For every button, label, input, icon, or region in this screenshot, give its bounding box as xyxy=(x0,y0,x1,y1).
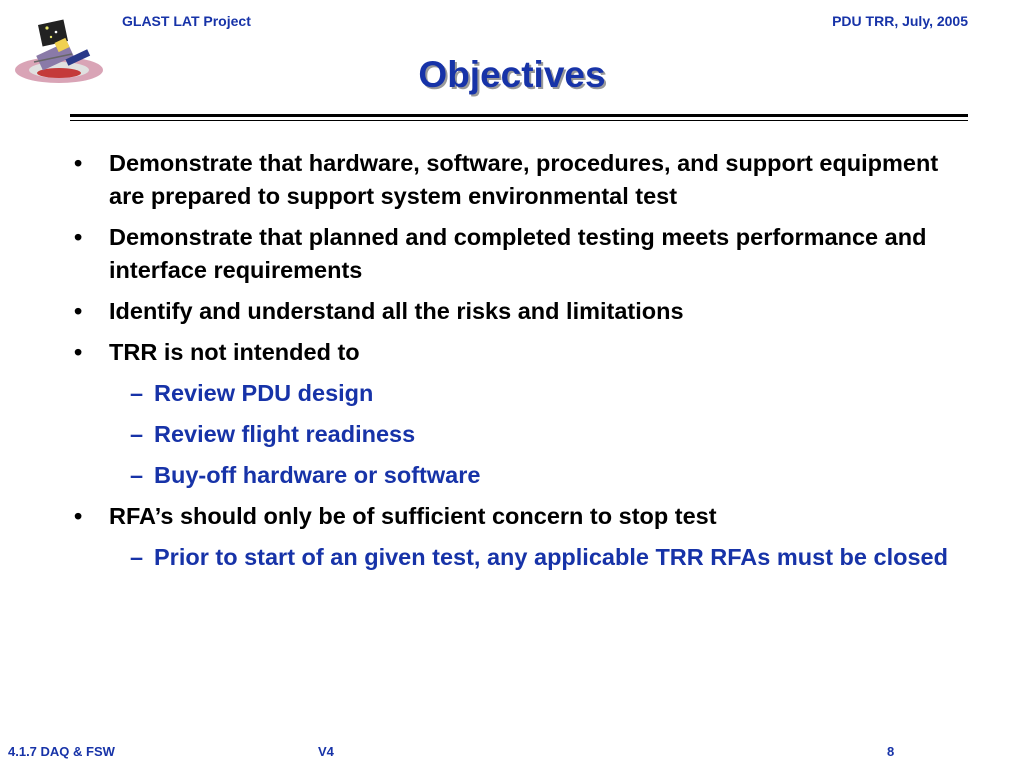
bullet-item xyxy=(74,500,974,533)
slide-title: Objectives xyxy=(418,54,606,95)
title-divider-thin xyxy=(70,120,968,121)
bullet-item xyxy=(74,295,974,328)
sub-bullet-marker: – xyxy=(130,380,144,406)
bullet-item xyxy=(74,147,974,213)
bullet-marker: • xyxy=(74,298,83,324)
sub-bullet-text: Review flight readiness xyxy=(154,421,416,447)
bullet-text: Identify and understand all the risks and limitations xyxy=(109,298,684,324)
meeting-info: PDU TRR, July, 2005 xyxy=(832,13,968,29)
sub-bullet-item xyxy=(74,459,974,492)
bullet-text: Demonstrate that planned and completed testing meets performance and interface requirements xyxy=(109,224,927,283)
page-number: 8 xyxy=(887,744,895,759)
sub-bullet-item xyxy=(74,541,974,574)
bullet-marker: • xyxy=(74,224,83,250)
sub-bullet-marker: – xyxy=(130,421,144,447)
bullet-marker: • xyxy=(74,150,83,176)
bullet-marker: • xyxy=(74,503,83,529)
sub-bullet-text: Prior to start of an given test, any applicable TRR RFAs must be closed xyxy=(154,544,948,570)
bullet-text: RFA’s should only be of sufficient concern to stop test xyxy=(109,503,717,529)
bullet-text: TRR is not intended to xyxy=(109,339,360,365)
sub-bullet-marker: – xyxy=(130,544,144,570)
sub-bullet-marker: – xyxy=(130,462,144,488)
footer-section: 4.1.7 DAQ & FSW xyxy=(8,744,115,759)
project-name: GLAST LAT Project xyxy=(122,13,251,29)
sub-bullet-item xyxy=(74,377,974,410)
sub-bullet-text: Buy-off hardware or software xyxy=(154,462,481,488)
bullet-marker: • xyxy=(74,339,83,365)
sub-bullet-text: Review PDU design xyxy=(154,380,374,406)
title-divider-thick xyxy=(70,114,968,117)
bullet-list xyxy=(74,147,974,582)
sub-bullet-item xyxy=(74,418,974,451)
footer-version: V4 xyxy=(318,744,334,759)
bullet-item xyxy=(74,336,974,369)
bullet-item xyxy=(74,221,974,287)
bullet-text: Demonstrate that hardware, software, procedures, and support equipment are prepared to support system environmental test xyxy=(109,150,939,209)
